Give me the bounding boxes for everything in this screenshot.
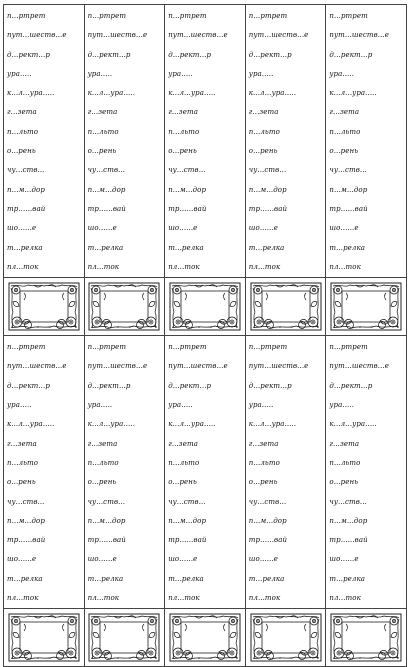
word-item: пут...шеств...е [87,31,148,40]
word-item: пут...шеств...е [329,31,389,40]
word-item: г...зета [7,108,37,117]
word-item: тр......вай [7,536,46,545]
word-item: д...рект...р [248,381,292,390]
word-item: п...льто [248,458,280,467]
word-card [84,5,165,278]
word-item: п...м...дор [87,185,126,194]
word-item: п...ртрет [329,12,368,20]
word-item: п...льто [329,127,361,136]
word-item: ура..... [329,69,355,78]
word-item: т...релка [87,243,124,252]
word-item: пл...ток [168,262,200,271]
word-item: пут...шеств...е [248,31,309,40]
word-item: чу...ств... [7,497,45,506]
floral-frame-icon [88,613,160,662]
word-item: г...зета [329,439,360,448]
word-item: шо......е [87,555,117,564]
decor-cell [245,609,326,667]
word-item: п...ртрет [168,343,207,352]
word-item: пут...шеств...е [329,362,389,371]
floral-frame-icon [8,282,80,331]
word-item: п...ртрет [248,12,288,20]
word-item: г...зета [87,108,118,117]
word-card [4,5,85,278]
floral-frame-icon [8,613,80,662]
worksheet-grid-body [4,5,407,667]
word-item: шо......е [7,555,37,564]
word-item: ура..... [87,401,113,410]
word-card [245,5,326,278]
word-item: о...рень [168,147,197,156]
word-item: шо......е [248,224,279,233]
word-item: п...ртрет [87,12,127,20]
word-item: п...льто [7,127,39,136]
word-item: ура..... [168,69,193,78]
word-item: чу...ств... [87,497,126,506]
word-item: тр......вай [248,204,288,213]
word-item: о...рень [168,478,197,487]
word-item: п...льто [7,458,39,467]
word-item: о...рень [87,147,117,156]
word-item: о...рень [329,147,359,156]
word-item: о...рень [7,478,36,487]
word-card [326,336,407,609]
decor-cell [165,278,246,336]
word-item: к...л...ура..... [7,420,55,429]
word-item: пл...ток [329,594,361,603]
word-item: п...льто [87,458,119,467]
word-item: т...релка [87,574,124,583]
word-item: т...релка [168,243,204,252]
word-item: п...м...дор [87,516,126,525]
floral-frame-icon [88,282,160,331]
word-item: д...рект...р [168,50,212,59]
word-item: г...зета [248,439,279,448]
word-item: к...л...ура..... [168,89,216,98]
word-item: г...зета [87,439,118,448]
word-item: пл...ток [7,262,39,271]
word-item: т...релка [248,243,285,252]
decor-cell [84,609,165,667]
floral-frame-icon [169,282,241,331]
word-item: к...л...ура..... [248,89,297,98]
word-item: ура..... [7,401,32,410]
decor-row [4,609,407,667]
word-item: пут...шеств...е [248,362,309,371]
word-item: т...релка [168,574,204,583]
decor-cell [4,609,85,667]
word-item: д...рект...р [329,50,373,59]
word-item: пут...шеств...е [7,362,67,371]
word-item: к...л...ура..... [248,420,297,429]
word-cards-row [4,5,407,278]
word-item: п...м...дор [248,516,287,525]
word-item: пл...ток [248,594,281,603]
word-item: ура..... [248,69,274,78]
word-item: п...м...дор [168,516,207,525]
word-item: чу...ств... [329,497,367,506]
floral-frame-icon [330,613,402,662]
word-item: п...м...дор [168,185,207,194]
decor-cell [165,609,246,667]
floral-frame-icon [250,613,322,662]
word-item: пл...ток [87,262,120,271]
word-item: г...зета [7,439,37,448]
word-item: к...л...ура..... [329,89,377,98]
word-item: п...ртрет [168,12,207,20]
word-item: чу...ств... [329,166,367,175]
word-item: шо......е [329,224,359,233]
word-item: шо......е [248,555,279,564]
word-item: г...зета [168,108,198,117]
decor-cell [4,278,85,336]
word-item: ура..... [329,401,355,410]
word-item: тр......вай [329,204,368,213]
word-item: г...зета [248,108,279,117]
word-item: шо......е [329,555,359,564]
worksheet-grid [3,4,407,667]
word-item: о...рень [329,478,359,487]
floral-frame-icon [250,282,322,331]
word-item: тр......вай [168,204,207,213]
word-item: о...рень [248,147,278,156]
floral-frame-icon [169,613,241,662]
word-item: д...рект...р [248,50,292,59]
word-card [165,336,246,609]
word-item: т...релка [248,574,285,583]
word-item: т...релка [7,574,43,583]
word-item: пут...шеств...е [168,31,228,40]
word-item: п...льто [168,458,200,467]
decor-row [4,278,407,336]
word-cards-row [4,336,407,609]
word-item: ура..... [87,69,113,78]
word-item: д...рект...р [87,50,131,59]
word-item: ура..... [168,401,193,410]
word-item: г...зета [329,108,360,117]
word-item: ура..... [248,401,274,410]
decor-cell [245,278,326,336]
word-item: п...льто [329,458,361,467]
word-item: чу...ств... [87,166,126,175]
word-item: п...льто [248,127,280,136]
word-item: п...ртрет [248,343,288,352]
decor-cell [84,278,165,336]
word-item: чу...ств... [168,497,206,506]
word-item: тр......вай [87,536,126,545]
word-item: к...л...ура..... [329,420,377,429]
word-item: тр......вай [7,204,46,213]
word-item: д...рект...р [7,381,50,390]
word-item: д...рект...р [329,381,373,390]
word-item: пл...ток [248,262,281,271]
decor-cell [326,609,407,667]
word-item: т...релка [7,243,43,252]
word-item: пут...шеств...е [168,362,228,371]
word-item: д...рект...р [87,381,131,390]
word-item: чу...ств... [7,166,45,175]
word-item: тр......вай [329,536,368,545]
word-card [245,336,326,609]
word-item: шо......е [7,224,37,233]
word-item: тр......вай [87,204,126,213]
word-item: п...м...дор [329,185,368,194]
word-item: пл...ток [168,594,200,603]
word-item: пл...ток [7,594,39,603]
word-card [165,5,246,278]
word-item: к...л...ура..... [168,420,216,429]
decor-cell [326,278,407,336]
word-card [326,5,407,278]
word-item: п...м...дор [329,516,368,525]
word-item: шо......е [168,224,198,233]
word-item: д...рект...р [7,50,50,59]
word-item: г...зета [168,439,198,448]
word-item: п...ртрет [7,12,46,20]
word-item: п...м...дор [7,516,45,525]
word-card [4,336,85,609]
word-item: чу...ств... [168,166,206,175]
word-item: д...рект...р [168,381,212,390]
word-item: п...ртрет [7,343,46,352]
word-item: шо......е [87,224,117,233]
word-item: шо......е [168,555,198,564]
word-item: о...рень [248,478,278,487]
word-item: пут...шеств...е [7,31,67,40]
word-item: чу...ств... [248,166,287,175]
word-item: чу...ств... [248,497,287,506]
word-item: п...ртрет [329,343,368,352]
word-card [84,336,165,609]
word-item: п...ртрет [87,343,127,352]
word-item: пл...ток [87,594,120,603]
word-item: пл...ток [329,262,361,271]
word-item: ура..... [7,69,32,78]
word-item: тр......вай [248,536,288,545]
floral-frame-icon [330,282,402,331]
word-item: о...рень [87,478,117,487]
word-item: п...м...дор [248,185,287,194]
word-item: к...л...ура..... [87,420,136,429]
word-item: пут...шеств...е [87,362,148,371]
word-item: о...рень [7,147,36,156]
word-item: к...л...ура..... [7,89,55,98]
word-item: п...м...дор [7,185,45,194]
word-item: п...льто [87,127,119,136]
word-item: к...л...ура..... [87,89,136,98]
word-item: п...льто [168,127,200,136]
word-item: т...релка [329,574,366,583]
word-item: т...релка [329,243,366,252]
word-item: тр......вай [168,536,207,545]
